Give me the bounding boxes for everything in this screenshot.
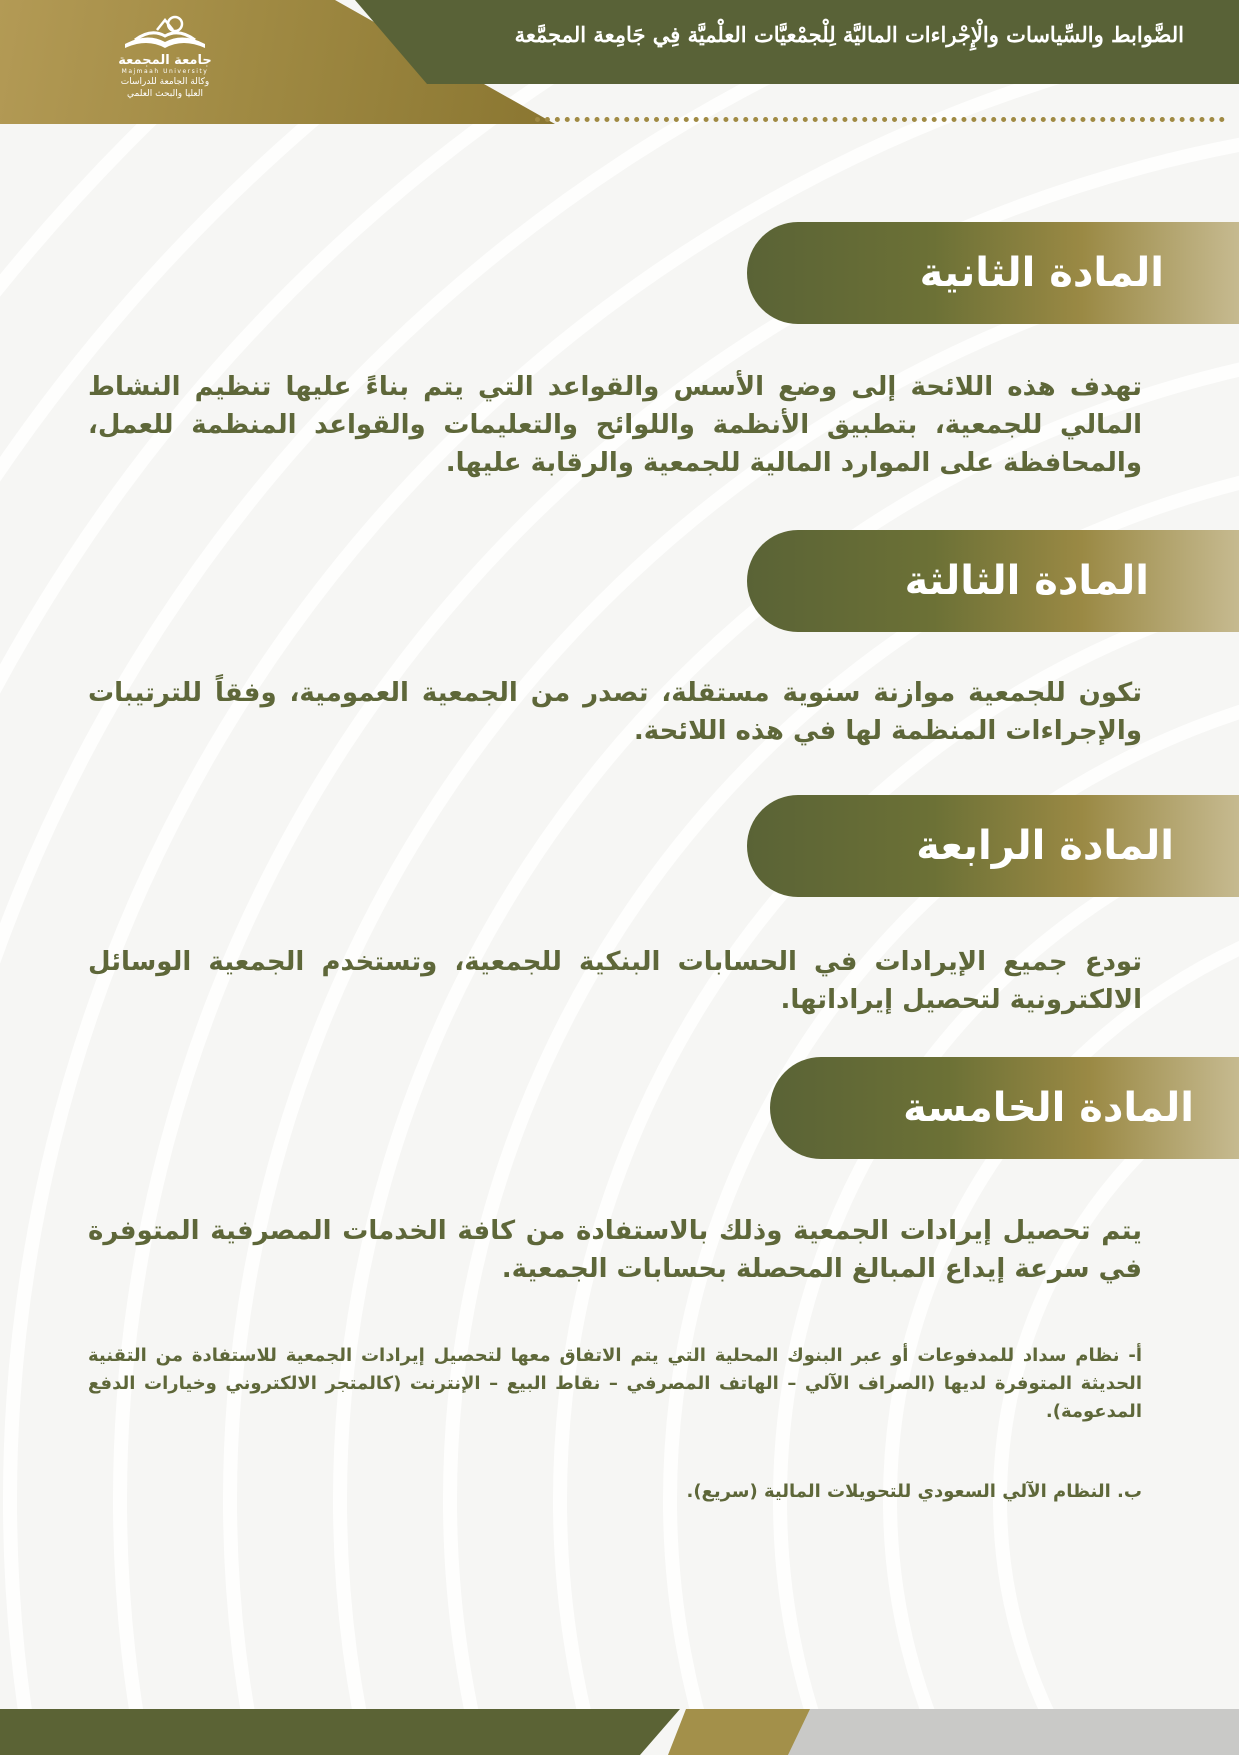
article-4-paragraph: تودع جميع الإيرادات في الحسابات البنكية للجمعية، وتستخدم الجمعية الوسائل الالكترونية لتحصيل إيراداتها. xyxy=(88,947,1142,1015)
logo-sub-line2: العليا والبحث العلمي xyxy=(127,89,203,99)
article-5-item-a: أ- نظام سداد للمدفوعات أو عبر البنوك المحلية التي يتم الاتفاق معها لتحصيل إيرادات الجمعية للاستفادة من التقنية الحديثة المتوفرة لديها (الصراف الآلي – الهاتف المصرفي – نقاط البيع – الإنترنت (كالمتجر الالكتروني وخيارات الدفع المدعومة). xyxy=(88,1345,1142,1422)
background-arc xyxy=(890,890,1239,1755)
section-heading-article-3 xyxy=(747,530,1239,632)
article-5-paragraph: يتم تحصيل إيرادات الجمعية وذلك بالاستفادة من كافة الخدمات المصرفية المتوفرة في سرعة إيداع المبالغ المحصلة بحسابات الجمعية. xyxy=(88,1216,1142,1284)
book-emblem-icon xyxy=(117,14,213,56)
section-heading-article-4 xyxy=(747,795,1239,897)
document-title: الضَّوابط والسِّياسات والْإِجْراءات الماليَّة لِلْجمْعيَّات العلْميَّة فِي جَامِعة المجمَّعة xyxy=(514,22,1184,47)
article-3-paragraph: تكون للجمعية موازنة سنوية مستقلة، تصدر من الجمعية العمومية، وفقاً للترتيبات والإجراءات المنظمة لها في هذه اللائحة. xyxy=(88,678,1142,746)
section-heading-text: المادة الثانية xyxy=(919,250,1164,296)
logo-name: جامعة المجمعة xyxy=(118,53,212,68)
article-5-item-b: ب. النظام الآلي السعودي للتحويلات المالية (سريع). xyxy=(686,1481,1142,1502)
university-logo xyxy=(110,14,220,110)
section-heading-article-5 xyxy=(770,1057,1239,1159)
section-heading-text: المادة الرابعة xyxy=(916,823,1174,869)
section-heading-text: المادة الخامسة xyxy=(903,1085,1194,1131)
section-heading-text: المادة الثالثة xyxy=(904,558,1149,604)
footer-gray-band xyxy=(788,1709,1239,1755)
article-2-paragraph: تهدف هذه اللائحة إلى وضع الأسس والقواعد التي يتم بناءً عليها تنظيم النشاط المالي للجمعية، بتطبيق الأنظمة واللوائح والتعليمات والقواعد المنظمة للعمل، والمحافظة على الموارد المالية للجمعية والرقابة عليها. xyxy=(88,372,1142,478)
background-arc xyxy=(120,120,1239,1755)
header-dotted-divider xyxy=(535,117,1225,122)
logo-sub-line1: وكالة الجامعة للدراسات xyxy=(120,77,210,87)
footer-green-band xyxy=(0,1709,680,1755)
section-heading-article-2 xyxy=(747,222,1239,324)
logo-latin: Majmaah University xyxy=(121,68,209,75)
